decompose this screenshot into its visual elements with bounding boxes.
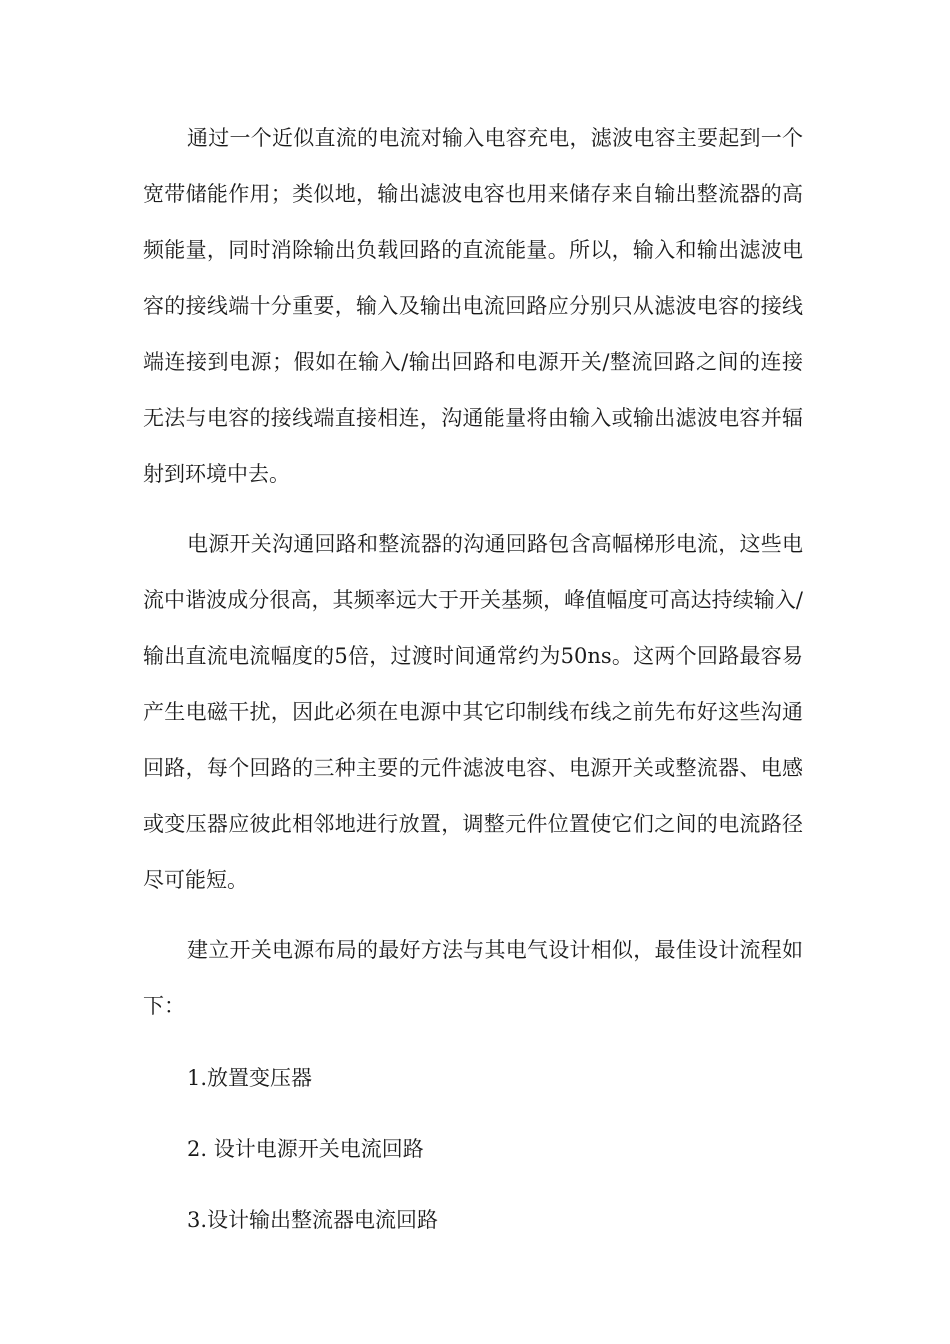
paragraph-switching-loops: 电源开关沟通回路和整流器的沟通回路包含高幅梯形电流，这些电流中谐波成分很高，其频率远大于开关基频，峰值幅度可高达持续输入/输出直流电流幅度的5倍，过渡时间通常约为50ns。这两个回路最容易产生电磁干扰，因此必须在电源中其它印制线布线之前先布好这些沟通回路，每个回路的三种主要的元件滤波电容、电源开关或整流器、电感或变压器应彼此相邻地进行放置，调整元件位置使它们之间的电流路径尽可能短。 xyxy=(143,532,803,892)
list-item: 3.设计输出整流器电流回路 xyxy=(187,1208,439,1232)
list-item: 2. 设计电源开关电流回路 xyxy=(187,1137,424,1161)
paragraph-layout-method: 建立开关电源布局的最好方法与其电气设计相似，最佳设计流程如下： xyxy=(143,938,803,1018)
paragraph-capacitor-charging: 通过一个近似直流的电流对输入电容充电，滤波电容主要起到一个宽带储能作用；类似地，输出滤波电容也用来储存来自输出整流器的高频能量，同时消除输出负载回路的直流能量。所以，输入和输出滤波电容的接线端十分重要，输入及输出电流回路应分别只从滤波电容的接线端连接到电源；假如在输入/输出回路和电源开关/整流回路之间的连接无法与电容的接线端直接相连，沟通能量将由输入或输出滤波电容并辐射到环境中去。 xyxy=(143,126,803,486)
list-item: 1.放置变压器 xyxy=(187,1066,313,1090)
document-page xyxy=(143,110,803,1248)
design-steps-list xyxy=(143,1050,803,1248)
